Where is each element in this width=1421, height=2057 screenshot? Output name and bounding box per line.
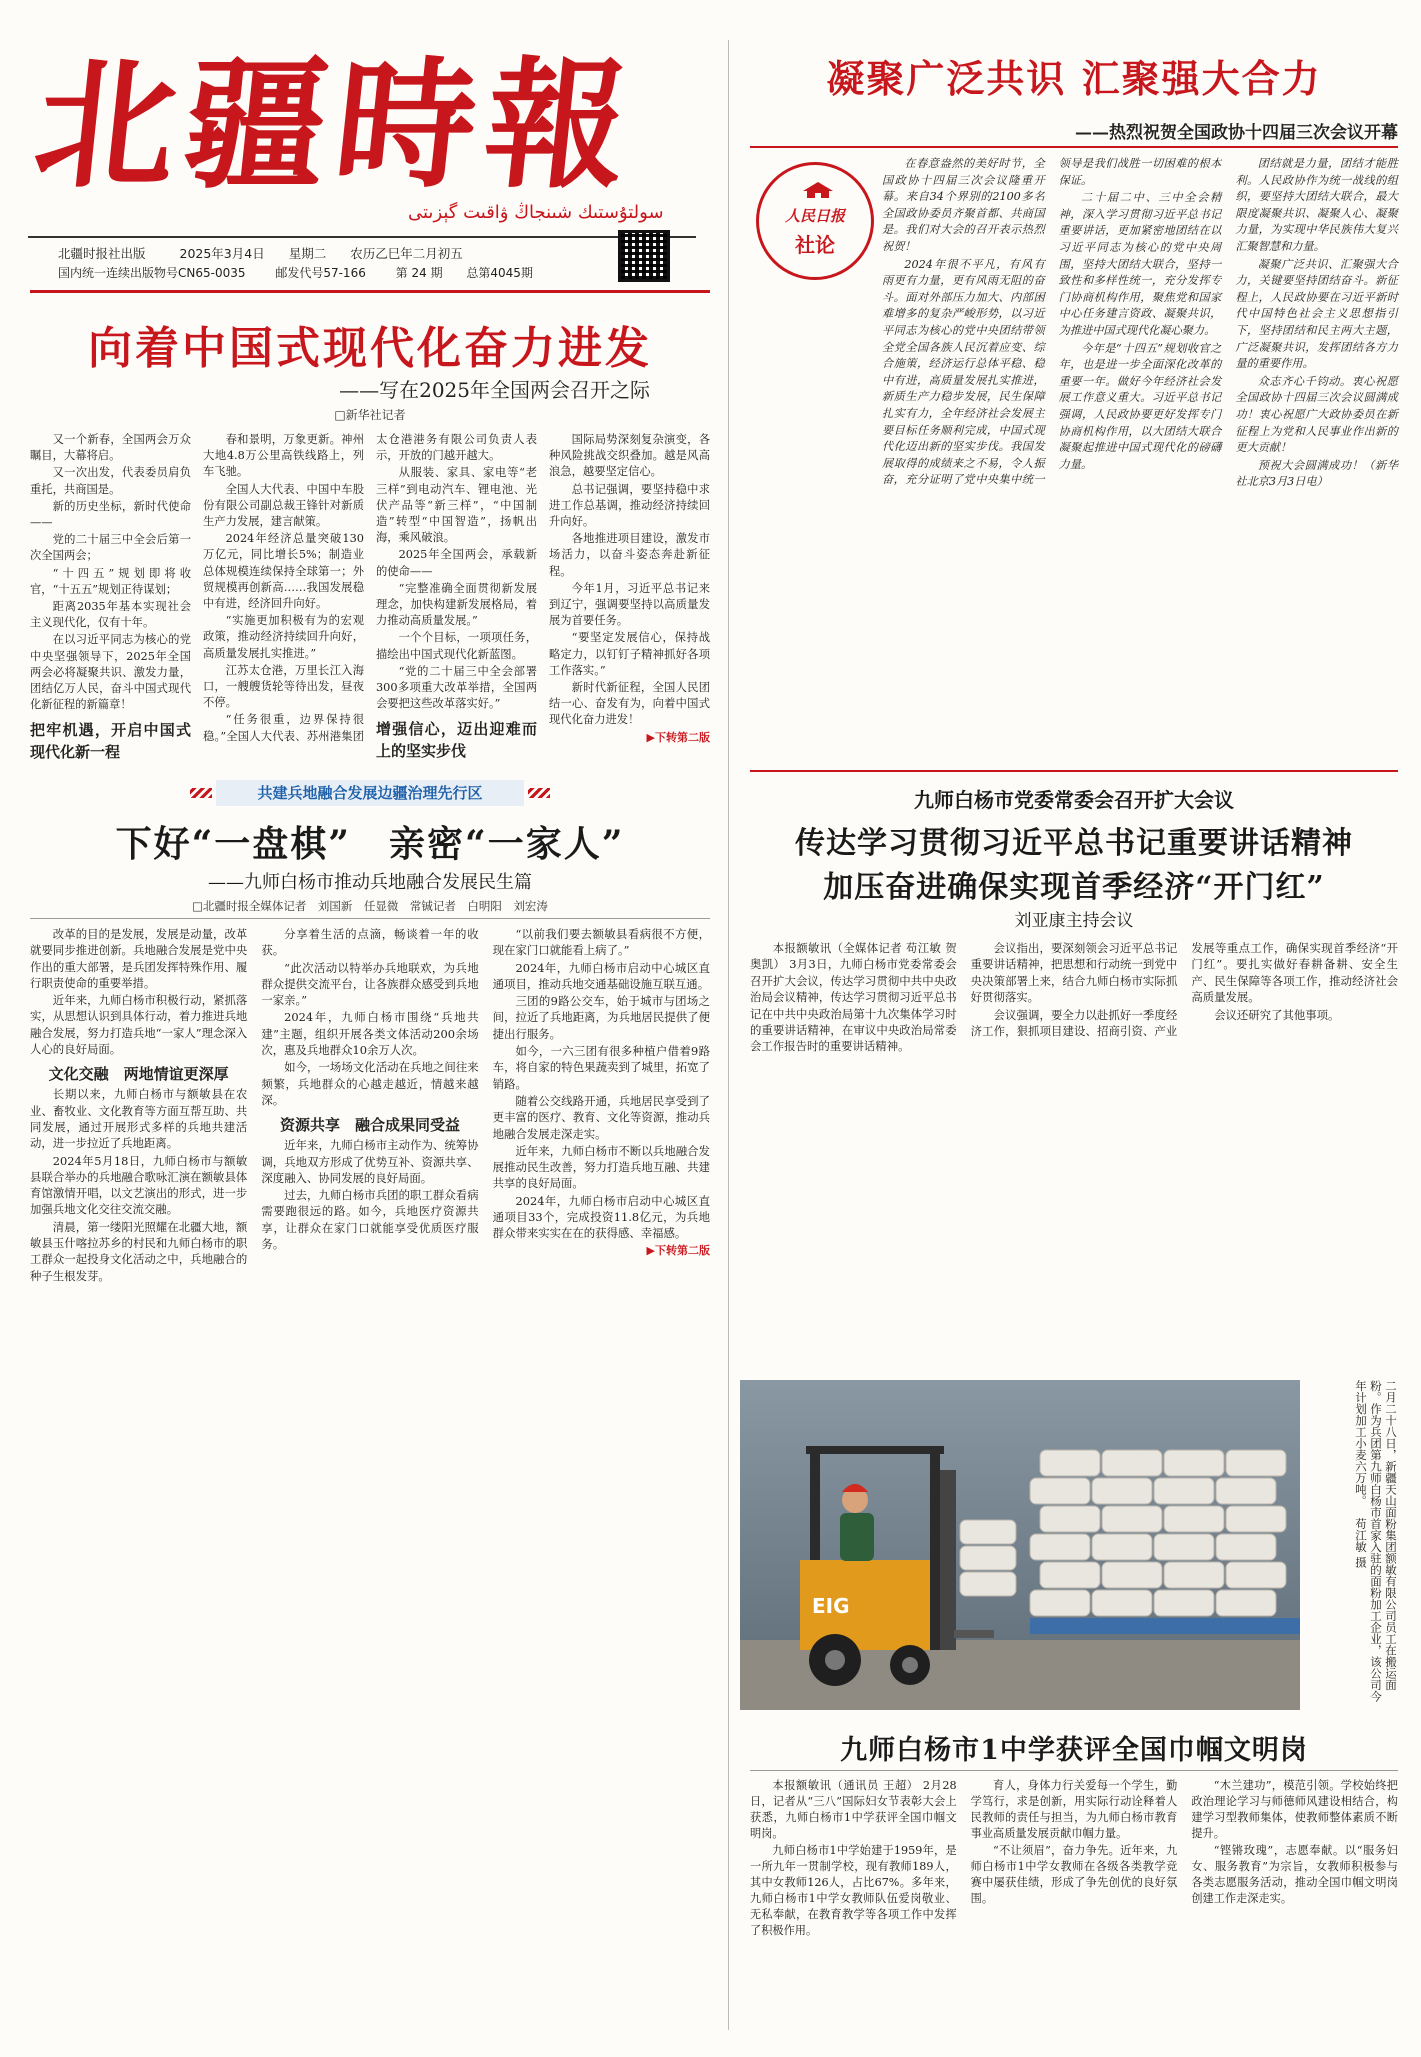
- bingdi-rule: [30, 918, 710, 919]
- bingdi-para: 长期以来，九师白杨市与额敏县在农业、畜牧业、文化教育等方面互帮互助、共同发展，通过开展形式多样的兵地共建活动，进一步拉近了兵地距离。: [30, 1087, 248, 1151]
- bingdi-para: 如今，一六三团有很多种植户借着9路车，将自家的特色果蔬卖到了城里，拓宽了销路。: [492, 1044, 710, 1091]
- meeting-section: [750, 770, 1398, 1350]
- publisher: 北疆时报社出版: [58, 246, 146, 261]
- forklift-photo-illustration: [740, 1380, 1300, 1710]
- news-photo: [740, 1380, 1300, 1710]
- lunar-date: 农历乙巳年二月初五: [350, 246, 463, 261]
- editorial-badge-top: 人民日报: [784, 207, 845, 225]
- cppcc-para: 二十届二中、三中全会精神，深入学习贯彻习近平总书记重要讲话，更加紧密地团结在以习近平同志为核心的党中央周围，坚持大团结大联合，坚持一致性和多样性统一，充分发挥专门协商机构作用，聚焦党和国家中心任务建言资政、凝聚共识，为推进中国式现代化凝心聚力。: [1058, 191, 1222, 337]
- lead-para: 全国人大代表、中国中车股份有限公司副总裁王锋针对新质生产力发展，建言献策。: [203, 482, 364, 529]
- bingdi-para: 清晨，第一缕阳光照耀在北疆大地，额敏县玉什喀拉苏乡的村民和九师白杨市的职工群众一起投身文化活动之中，兵地融合的种子生根发芽。: [30, 1219, 248, 1283]
- lead-para: 春和景明，万象更新。神州大地4.8万公里高铁线路上，列车飞驰。: [203, 433, 364, 479]
- school-title: 九师白杨市1中学获评全国巾帼文明岗: [840, 1735, 1308, 1766]
- photo-caption: [1306, 1380, 1398, 1710]
- masthead-info-row2: [58, 264, 533, 281]
- lead-para: 距离2035年基本实现社会主义现代化，仅有十年。: [30, 600, 191, 630]
- lead-para: 新的历史坐标，新时代使命——: [30, 499, 191, 530]
- lead-top-rule: [30, 290, 710, 293]
- bingdi-subtitle: ——九师白杨市推动兵地融合发展民生篇: [208, 872, 532, 893]
- cppcc-para: 众志齐心千钧动。衷心祝愿全国政协十四届三次会议圆满成功！衷心祝愿广大政协委员在新征程上为党和人民事业作出新的更大贡献！: [1235, 374, 1398, 455]
- column-divider: [728, 40, 729, 2030]
- lead-para: 2025年全国两会，承载新的使命——: [376, 548, 537, 578]
- cppcc-para: 今年是“十四五”规划收官之年，也是进一步全面深化改革的重要一年。做好今年经济社会发展工作意义重大。习近平总书记强调，人民政协要更好发挥专门协商机构作用，以大团结大联合凝聚起推进中国式现代化的磅礴力量。: [1058, 341, 1222, 471]
- cppcc-para: 团结就是力量，团结才能胜利。人民政协作为统一战线的组织，要坚持大团结大联合，最大限度凝聚共识、凝聚人心、凝聚力量，为实现中华民族伟大复兴汇聚智慧和力量。: [1235, 157, 1398, 253]
- lead-para: 江苏太仓港，万里长江入海口，一艘艘货轮等待出发，昼夜不停。: [203, 663, 364, 710]
- school-para: 育人，身体力行关爱每一个学生，勤学笃行，求是创新，用实际行动诠释着人民教师的责任与担当，为九师白杨市教育事业高质量发展贡献巾帼力量。: [970, 1779, 1178, 1840]
- bingdi-para: “以前我们要去额敏县看病很不方便，现在家门口就能看上病了。”: [492, 927, 710, 958]
- cppcc-rule: [750, 146, 1398, 148]
- photo-credit: 苟江敏 摄: [1354, 1518, 1368, 1568]
- bingdi-banner: [190, 780, 550, 806]
- qr-code: [618, 230, 670, 282]
- lead-para: 国际局势深刻复杂演变，各种风险挑战交织叠加。越是风高浪急，越要坚定信心。: [549, 433, 710, 479]
- bingdi-body: [30, 926, 710, 2026]
- postal-code: 邮发代号57-166: [275, 266, 366, 280]
- bingdi-title: 下好“一盘棋” 亲密“一家人”: [115, 823, 625, 865]
- lead-para: “党的二十届三中全会部署300多项重大改革举措，全国两会要把这些改革落实好。”: [376, 664, 537, 711]
- lead-title: 向着中国式现代化奋力进发: [88, 323, 652, 374]
- lead-subtitle: ——写在2025年全国两会召开之际: [339, 378, 650, 402]
- meeting-kicker: 九师白杨市党委常委会召开扩大会议: [914, 788, 1234, 812]
- lead-para: 又一个新春，全国两会万众瞩目，大幕将启。: [30, 433, 191, 463]
- lead-subhead: 增强信心，迈出迎难而上的坚实步伐: [376, 720, 537, 761]
- issue-date: 2025年3月4日: [179, 246, 265, 261]
- banner-text: 共建兵地融合发展边疆治理先行区: [216, 780, 524, 806]
- banner-stripe-right: [528, 788, 550, 798]
- lead-para: 各地推进项目建设，激发市场活力，以奋斗姿态奔赴新征程。: [549, 532, 710, 578]
- bingdi-para: 近年来，九师白杨市主动作为、统筹协调，兵地双方形成了优势互补、资源共享、深度融入、协同发展的良好局面。: [261, 1138, 479, 1185]
- meeting-top-rule: [750, 770, 1398, 772]
- bingdi-para: 分享着生活的点滴，畅谈着一年的收获。: [261, 927, 479, 958]
- lead-para: 在以习近平同志为核心的党中央坚强领导下，2025年全国两会必将凝聚共识、激发力量，团结亿万人民，奋斗中国式现代化新征程的新篇章！: [30, 633, 191, 712]
- issue-number: 第 24 期: [395, 266, 443, 280]
- bingdi-continued: ▶下转第二版: [646, 1243, 710, 1257]
- cppcc-para: 2024年很不平凡，有风有雨更有力量，更有风雨无阻的奋斗。面对外部压力加大、内部困难增多的复杂严峻形势，以习近平同志为核心的党中央团结带领全党全国各族人民沉着应变、综合施策，经济运行总体平稳、稳中有进，高质量发展扎实推进，新质生产力稳步发展，民生保障扎实有力，全年经济社会发展主要目标任务顺利完成，中国式现代化迈出新的坚实步伐。我国发展取得的成绩来之不易，令人振奋，充分证明了党中央集中统一领导是我们战胜一切困难的根本保证。: [882, 157, 1222, 487]
- lead-para: “任务很重，边界保持很稳。”全国人大代表、苏州港集团太仓港港务有限公司负责人表示，开放的门越开越大。: [203, 433, 537, 743]
- bingdi-para: 近年来，九师白杨市积极行动，紧抓落实，从思想认识到具体行动，着力推进兵地融合发展，努力打造兵地“一家人”理念深入人心的良好局面。: [30, 993, 248, 1057]
- meeting-body: [750, 940, 1398, 1340]
- school-para: “不让须眉”，奋力争先。近年来，九师白杨市1中学女教师在各级各类教学竞赛中屡获佳绩，形成了争先创优的良好氛围。: [970, 1844, 1178, 1905]
- bingdi-para: 随着公交线路开通，兵地居民享受到了更丰富的医疗、教育、文化等资源，推动兵地融合发展走深走实。: [492, 1093, 710, 1141]
- school-body: [750, 1778, 1398, 2028]
- school-rule: [750, 1770, 1398, 1771]
- masthead-rule: [28, 236, 696, 238]
- cn-number: 国内统一连续出版物号CN65-0035: [58, 266, 246, 280]
- masthead-title: 北疆時報: [27, 44, 645, 208]
- school-para: “铿锵玫瑰”，志愿奉献。以“服务妇女、服务教育”为宗旨，女教师积极参与各类志愿服务活动，推动全国巾帼文明岗创建工作走深走实。: [1191, 1844, 1398, 1905]
- bingdi-para: 改革的目的是发展，发展是动量，改革就要同步推进创新。兵地融合发展是党中央作出的重大部署，是兵团发挥特殊作用、履行职责使命的重要举措。: [30, 927, 248, 990]
- meeting-para: 会议指出，要深刻领会习近平总书记重要讲话精神，把思想和行动统一到党中央决策部署上来，结合九师白杨市实际抓好贯彻落实。: [970, 941, 1178, 1005]
- school-section: [750, 1722, 1398, 2032]
- lead-byline: □新华社记者: [334, 408, 406, 422]
- bingdi-byline: □北疆时报全媒体记者 刘国新 任显微 常铖记者 白明阳 刘宏涛: [192, 899, 548, 913]
- lead-para: “完整准确全面贯彻新发展理念，加快构建新发展格局，着力推动高质量发展。”: [376, 581, 537, 628]
- bingdi-para: 2024年，九师白杨市启动中心城区直通项目33个，完成投资11.8亿元，为兵地群众带来实实在在的获得感、幸福感。: [492, 1193, 710, 1241]
- lead-para: “实施更加积极有为的宏观政策，推动经济持续回升向好，高质量发展扎实推进。”: [203, 614, 364, 660]
- lead-para: “要坚定发展信心，保持战略定力，以钉钉子精神抓好各项工作落实。”: [549, 631, 710, 677]
- school-para: 本报额敏讯（通讯员 王超） 2月28日，记者从“三八”国际妇女节表彰大会上获悉，九师白杨市1中学获评全国巾帼文明岗。: [750, 1779, 957, 1840]
- bingdi-para: 如今，一场场文化活动在兵地之间往来频繁，兵地群众的心越走越近，情越来越深。: [261, 1060, 479, 1107]
- school-para: 九师白杨市1中学始建于1959年，是一所九年一贯制学校，现有教师189人，其中女教师126人，占比67%。多年来，九师白杨市1中学女教师队伍爱岗敬业、无私奉献，在教育教学等各项工作中发挥了积极作用。: [750, 1844, 957, 1937]
- lead-para: 一个个目标，一项项任务，描绘出中国式现代化新蓝图。: [376, 631, 537, 661]
- total-number: 总第4045期: [466, 266, 533, 280]
- tiananmen-icon: [801, 179, 835, 199]
- cppcc-title: 凝聚广泛共识 汇聚强大合力: [826, 56, 1322, 101]
- meeting-para: 会议强调，要全力以赴抓好一季度经济工作，狠抓项目建设、招商引资、产业发展等重点工作，确保实现首季经济“开门红”。要扎实做好春耕备耕、安全生产、民生保障等各项工作，推动经济社会高质量发展。: [970, 941, 1398, 1039]
- editorial-badge: [756, 162, 874, 280]
- cppcc-section: [750, 40, 1398, 760]
- school-para: “木兰建功”，模范引领。学校始终把政治理论学习与师德师风建设相结合，构建学习型教师集体，使教师整体素质不断提升。: [1191, 1779, 1398, 1840]
- bingdi-para: 2024年，九师白杨市围绕“兵地共建”主题，组织开展各类文体活动200余场次，惠及兵地群众10余万人次。: [261, 1010, 479, 1058]
- bingdi-para: 2024年5月18日，九师白杨市与额敏县联合举办的兵地融合歌咏汇演在额敏县体育馆激情开唱，以文艺演出的形式，进一步加强兵地文化交往交流交融。: [30, 1153, 248, 1217]
- lead-para: 党的二十届三中全会后第一次全国两会；: [30, 533, 191, 563]
- bingdi-subhead: 文化交融 两地情谊更深厚: [48, 1065, 229, 1084]
- bingdi-para: 三团的9路公交车，始于城市与团场之间，拉近了兵地距离，为兵地居民提供了便捷出行服务。: [492, 994, 710, 1041]
- lead-para: “十四五”规划即将收官，“十五五”规划正待谋划；: [30, 566, 191, 596]
- masthead: [27, 40, 708, 280]
- lead-section: [30, 290, 710, 770]
- lead-para: 新时代新征程，全国人民团结一心、奋发有为，向着中国式现代化奋力进发！: [549, 681, 710, 727]
- meeting-para: 会议还研究了其他事项。: [1214, 1007, 1340, 1022]
- meeting-title-1: 传达学习贯彻习近平总书记重要讲话精神: [795, 826, 1353, 861]
- masthead-info-row1: [58, 244, 463, 262]
- cppcc-para: 凝聚广泛共识、汇聚强大合力，关键要坚持团结奋斗。新征程上，人民政协要在习近平新时代中国特色社会主义思想指引下，坚持团结和民主两大主题，广泛凝聚共识，发挥团结各方力量的重要作用。: [1235, 257, 1398, 371]
- bingdi-para: “此次活动以特举办兵地联欢，为兵地群众提供交流平台，让各族群众感受到兵地一家亲。”: [261, 960, 479, 1008]
- cppcc-subtitle: ——热烈祝贺全国政协十四届三次会议开幕: [1075, 123, 1398, 143]
- cppcc-para: 预祝大会圆满成功！（新华社北京3月3日电）: [1235, 458, 1398, 489]
- lead-para: 从服装、家具、家电等“老三样”到电动汽车、锂电池、光伏产品等“新三样”，“中国制造”转型“中国智造”，扬帆出海，乘风破浪。: [376, 466, 537, 545]
- editorial-badge-bottom: 社论: [795, 233, 835, 257]
- bingdi-para: 近年来，九师白杨市不断以兵地融合发展推动民生改善，努力打造兵地互融、共建共享的良好局面。: [492, 1143, 710, 1191]
- forklift-label: EIG: [812, 1594, 850, 1618]
- lead-para: 总书记强调，要坚持稳中求进工作总基调，推动经济持续回升向好。: [549, 482, 710, 529]
- lead-para: 2024年经济总量突破130万亿元，同比增长5%；制造业总体规模连续保持全球第一；外贸规模再创新高……我国发展稳中有进，经济回升向好。: [203, 532, 364, 611]
- meeting-host: 刘亚康主持会议: [1014, 911, 1134, 931]
- bingdi-para: 2024年，九师白杨市启动中心城区直通项目，推动兵地交通基础设施互联互通。: [492, 960, 710, 991]
- lead-para: 又一次出发，代表委员肩负重托，共商国是。: [30, 466, 191, 496]
- lead-para: 今年1月，习近平总书记来到辽宁，强调要坚持以高质量发展为首要任务。: [549, 581, 710, 628]
- cppcc-body: [882, 156, 1398, 756]
- weekday: 星期二: [288, 246, 327, 261]
- bingdi-para: 过去，九师白杨市兵团的职工群众看病需要跑很远的路。如今，兵地医疗资源共享，让群众在家门口就能享受优质医疗服务。: [261, 1188, 479, 1252]
- lead-subhead: 把牢机遇，开启中国式现代化新一程: [30, 721, 191, 762]
- meeting-para: 本报额敏讯（全媒体记者 苟江敏 贺奥凯） 3月3日，九师白杨市党委常委会召开扩大会议，传达学习贯彻中共中央政治局会议精神，传达学习贯彻习近平总书记在中共中央政治局第十九次集体学习时的重要讲话精神，在审议中央政治局常委会工作报告时的重要讲话精神。: [750, 941, 957, 1054]
- bingdi-subhead: 资源共享 融合成果同受益: [279, 1116, 460, 1135]
- banner-stripe-left: [190, 788, 212, 798]
- meeting-title-2: 加压奋进确保实现首季经济“开门红”: [823, 870, 1325, 905]
- masthead-uyghur: سولتۇستىك شىنجاڭ ۋاقىت گېزىتى: [408, 202, 664, 223]
- bingdi-section: [30, 780, 710, 2030]
- photo-caption-text: 二月二十八日，新疆天山面粉集团额敏有限公司员工在搬运面粉。作为兵团第九师白杨市首家入驻的面粉加工企业，该公司今年计划加工小麦六万吨。: [1354, 1380, 1398, 1702]
- lead-continued: ▶下转第二版: [646, 730, 710, 744]
- cppcc-para: 在春意盎然的美好时节，全国政协十四届三次会议隆重开幕。来自34个界别的2100多名全国政协委员齐聚首都、共商国是。我们对大会的召开表示热烈祝贺！: [882, 157, 1045, 253]
